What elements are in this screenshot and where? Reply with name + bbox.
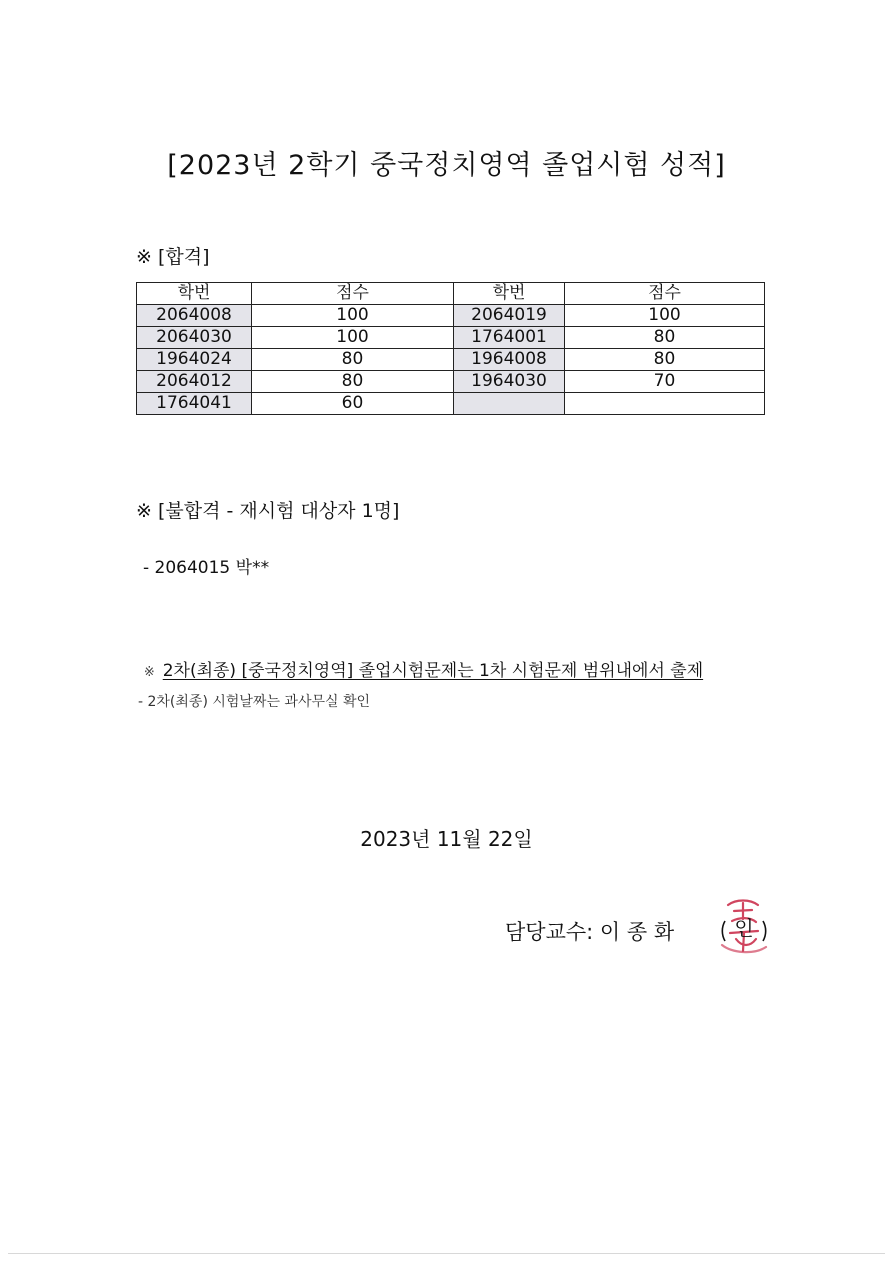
page-title: [2023년 2학기 중국정치영역 졸업시험 성적] xyxy=(167,150,726,181)
pass-score-table xyxy=(136,282,765,415)
score-cell: 80 xyxy=(252,349,454,371)
score-cell: 80 xyxy=(565,327,765,349)
table-row xyxy=(137,305,765,327)
column-header-score: 점수 xyxy=(252,283,454,305)
student-id-cell: 2064008 xyxy=(137,305,252,327)
score-cell: 100 xyxy=(565,305,765,327)
pass-section-heading: ※ [합격] xyxy=(136,246,210,268)
student-id-cell: 2064030 xyxy=(137,327,252,349)
seal-mark-text: 인 xyxy=(734,916,754,940)
score-cell: 100 xyxy=(252,305,454,327)
student-id-cell: 1764041 xyxy=(137,393,252,415)
table-row xyxy=(137,371,765,393)
student-id-cell: 1964008 xyxy=(454,349,565,371)
student-id-cell: 1764001 xyxy=(454,327,565,349)
score-cell: 60 xyxy=(252,393,454,415)
seal-stamp xyxy=(716,895,772,957)
fail-list-item: - 2064015 박** xyxy=(143,558,270,578)
student-id-cell: 2064019 xyxy=(454,305,565,327)
score-cell: 80 xyxy=(565,349,765,371)
student-id-cell: 1964024 xyxy=(137,349,252,371)
column-header-student-id: 학번 xyxy=(137,283,252,305)
score-cell: 80 xyxy=(252,371,454,393)
signature-line: 담당교수: 이 종 화 xyxy=(505,920,675,944)
document-date: 2023년 11월 22일 xyxy=(360,827,533,851)
empty-cell xyxy=(565,393,765,415)
reference-mark: ※ xyxy=(143,665,155,680)
table-row xyxy=(137,349,765,371)
footer-divider xyxy=(8,1253,885,1254)
exam-scope-note xyxy=(133,636,703,681)
fail-section-heading: ※ [불합격 - 재시험 대상자 1명] xyxy=(136,500,400,522)
empty-cell xyxy=(454,393,565,415)
score-cell: 100 xyxy=(252,327,454,349)
table-row xyxy=(137,393,765,415)
exam-date-note: - 2차(최종) 시험날짜는 과사무실 확인 xyxy=(138,694,371,710)
column-header-score: 점수 xyxy=(565,283,765,305)
exam-scope-note-text: 2차(최종) [중국정치영역] 졸업시험문제는 1차 시험문제 범위내에서 출제 xyxy=(162,661,704,681)
score-cell: 70 xyxy=(565,371,765,393)
student-id-cell: 2064012 xyxy=(137,371,252,393)
column-header-student-id: 학번 xyxy=(454,283,565,305)
student-id-cell: 1964030 xyxy=(454,371,565,393)
table-row xyxy=(137,327,765,349)
table-header-row xyxy=(137,283,765,305)
